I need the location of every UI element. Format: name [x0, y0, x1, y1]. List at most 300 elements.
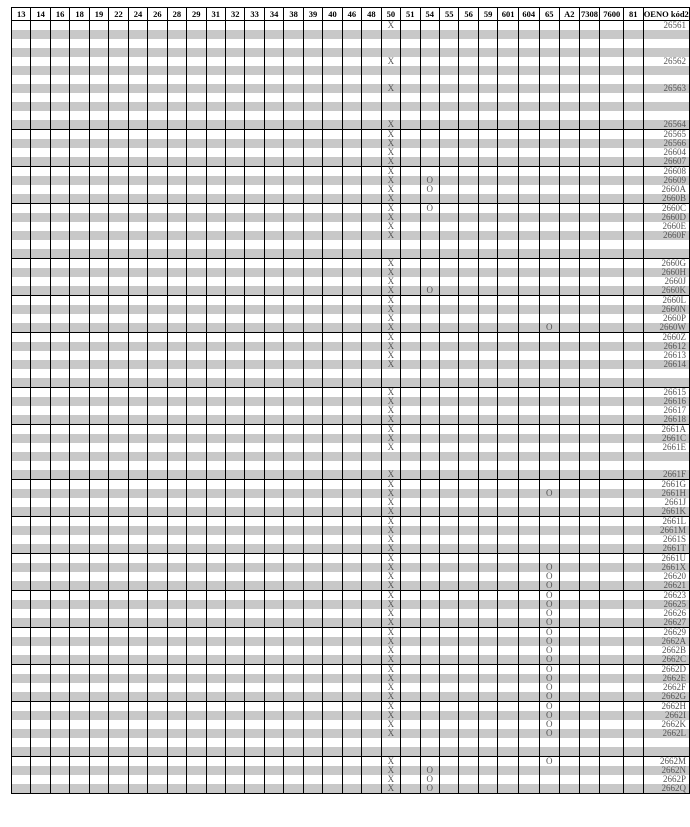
empty-cell [559, 120, 579, 130]
empty-cell [559, 498, 579, 507]
oeno-code-cell: 2661A [643, 425, 689, 435]
mark-cell: X [381, 517, 400, 527]
empty-cell [148, 618, 167, 628]
empty-cell [225, 775, 244, 784]
empty-cell [167, 333, 186, 343]
empty-cell [148, 185, 167, 194]
empty-cell [187, 544, 206, 554]
empty-cell [579, 342, 600, 351]
table-row [12, 84, 690, 93]
empty-cell [624, 194, 643, 204]
empty-cell [31, 461, 50, 470]
empty-cell [225, 249, 244, 259]
empty-cell [264, 470, 283, 480]
empty-cell [206, 470, 225, 480]
empty-cell [439, 286, 458, 296]
empty-cell [579, 470, 600, 480]
empty-cell [225, 507, 244, 517]
empty-cell [624, 75, 643, 84]
empty-cell [50, 323, 69, 333]
empty-cell [518, 674, 539, 683]
empty-cell [303, 240, 322, 249]
empty-cell [31, 729, 50, 738]
mark-cell: O [420, 784, 439, 794]
empty-cell [600, 75, 624, 84]
empty-cell [70, 314, 89, 323]
empty-cell [303, 378, 322, 388]
empty-cell [401, 443, 420, 452]
table-row [12, 665, 690, 675]
empty-cell [264, 277, 283, 286]
empty-cell [284, 286, 303, 296]
empty-cell [478, 286, 497, 296]
table-row [12, 167, 690, 177]
empty-cell [128, 167, 147, 177]
empty-cell [539, 157, 559, 167]
empty-cell [420, 194, 439, 204]
empty-cell [89, 93, 108, 102]
empty-cell [245, 66, 264, 75]
empty-cell [518, 692, 539, 702]
empty-cell [187, 443, 206, 452]
empty-cell [50, 397, 69, 406]
empty-cell [323, 738, 342, 747]
empty-cell [323, 39, 342, 48]
empty-cell [518, 702, 539, 712]
empty-cell [128, 784, 147, 794]
oeno-code-cell: 26609 [643, 176, 689, 185]
empty-cell [342, 48, 361, 57]
empty-cell [498, 342, 519, 351]
empty-cell [225, 526, 244, 535]
empty-cell [303, 526, 322, 535]
empty-cell [420, 480, 439, 490]
empty-cell [128, 111, 147, 120]
empty-cell [167, 637, 186, 646]
empty-cell [284, 333, 303, 343]
empty-cell [459, 628, 478, 638]
empty-cell [264, 434, 283, 443]
empty-cell [498, 139, 519, 148]
empty-cell [128, 535, 147, 544]
empty-cell [89, 360, 108, 369]
empty-cell [539, 747, 559, 757]
empty-cell [264, 388, 283, 398]
empty-cell [206, 231, 225, 240]
empty-cell [264, 544, 283, 554]
empty-cell [167, 498, 186, 507]
empty-cell [31, 600, 50, 609]
empty-cell [167, 360, 186, 369]
empty-cell [600, 702, 624, 712]
empty-cell [579, 277, 600, 286]
empty-cell [303, 388, 322, 398]
empty-cell [303, 507, 322, 517]
oeno-code-cell: 2662P [643, 775, 689, 784]
empty-cell [579, 757, 600, 767]
oeno-code-cell: 26562 [643, 57, 689, 66]
empty-cell [70, 277, 89, 286]
empty-cell [225, 296, 244, 306]
empty-cell [50, 461, 69, 470]
empty-cell [559, 204, 579, 214]
empty-cell [420, 572, 439, 581]
empty-cell [187, 93, 206, 102]
empty-cell [128, 507, 147, 517]
empty-cell [109, 21, 128, 31]
empty-cell [187, 259, 206, 269]
empty-cell [420, 30, 439, 39]
empty-cell [12, 231, 31, 240]
empty-cell [303, 461, 322, 470]
empty-cell [206, 489, 225, 498]
empty-cell [478, 775, 497, 784]
empty-cell [600, 692, 624, 702]
empty-cell [559, 470, 579, 480]
empty-cell [323, 240, 342, 249]
empty-cell [439, 66, 458, 75]
empty-cell [225, 75, 244, 84]
empty-cell [109, 323, 128, 333]
empty-cell [381, 249, 400, 259]
empty-cell [600, 517, 624, 527]
empty-cell [539, 102, 559, 111]
empty-cell [303, 397, 322, 406]
empty-cell [600, 581, 624, 591]
empty-cell [303, 784, 322, 794]
empty-cell [264, 185, 283, 194]
empty-cell [323, 185, 342, 194]
empty-cell [498, 213, 519, 222]
oeno-code-cell: 2661S [643, 535, 689, 544]
empty-cell [148, 75, 167, 84]
empty-cell [518, 333, 539, 343]
empty-cell [420, 738, 439, 747]
empty-cell [148, 342, 167, 351]
empty-cell [109, 333, 128, 343]
empty-cell [206, 702, 225, 712]
mark-cell: O [539, 618, 559, 628]
empty-cell [518, 757, 539, 767]
table-row [12, 683, 690, 692]
empty-cell [342, 498, 361, 507]
empty-cell [50, 249, 69, 259]
empty-cell [187, 572, 206, 581]
empty-cell [439, 314, 458, 323]
empty-cell [89, 277, 108, 286]
empty-cell [624, 397, 643, 406]
empty-cell [362, 775, 381, 784]
empty-cell [600, 333, 624, 343]
empty-cell [498, 406, 519, 415]
empty-cell [245, 351, 264, 360]
empty-cell [579, 111, 600, 120]
empty-cell [225, 711, 244, 720]
empty-cell [559, 646, 579, 655]
empty-cell [559, 48, 579, 57]
empty-cell [342, 39, 361, 48]
empty-cell [579, 406, 600, 415]
empty-cell [498, 333, 519, 343]
empty-cell [459, 351, 478, 360]
empty-cell [206, 66, 225, 75]
empty-cell [109, 683, 128, 692]
empty-cell [109, 369, 128, 378]
empty-cell [70, 66, 89, 75]
empty-cell [50, 30, 69, 39]
empty-cell [439, 378, 458, 388]
empty-cell [128, 57, 147, 66]
empty-cell [225, 563, 244, 572]
empty-cell [225, 333, 244, 343]
empty-cell [498, 683, 519, 692]
empty-cell [148, 711, 167, 720]
empty-cell [579, 655, 600, 665]
empty-cell [401, 139, 420, 148]
empty-cell [478, 747, 497, 757]
empty-cell [206, 526, 225, 535]
empty-cell [245, 185, 264, 194]
empty-cell [284, 443, 303, 452]
empty-cell [478, 378, 497, 388]
mark-cell: X [381, 581, 400, 591]
empty-cell [559, 747, 579, 757]
empty-cell [264, 729, 283, 738]
column-header: 56 [459, 8, 478, 21]
empty-cell [128, 498, 147, 507]
empty-cell [342, 102, 361, 111]
empty-cell [518, 443, 539, 452]
table-row [12, 249, 690, 259]
empty-cell [478, 757, 497, 767]
mark-cell: O [539, 600, 559, 609]
empty-cell [187, 674, 206, 683]
empty-cell [245, 720, 264, 729]
empty-cell [225, 738, 244, 747]
empty-cell [303, 600, 322, 609]
empty-cell [401, 757, 420, 767]
empty-cell [284, 784, 303, 794]
empty-cell [128, 470, 147, 480]
empty-cell [167, 231, 186, 240]
oeno-code-cell: 26614 [643, 360, 689, 369]
empty-cell [70, 775, 89, 784]
empty-cell [600, 609, 624, 618]
empty-cell [624, 563, 643, 572]
empty-cell [323, 637, 342, 646]
empty-cell [206, 120, 225, 130]
empty-cell [459, 286, 478, 296]
empty-cell [439, 544, 458, 554]
empty-cell [128, 268, 147, 277]
empty-cell [128, 360, 147, 369]
empty-cell [109, 526, 128, 535]
empty-cell [148, 425, 167, 435]
empty-cell [362, 111, 381, 120]
empty-cell [624, 784, 643, 794]
empty-cell [420, 66, 439, 75]
empty-cell [187, 452, 206, 461]
mark-cell: O [539, 572, 559, 581]
empty-cell [624, 286, 643, 296]
empty-cell [89, 333, 108, 343]
column-header: 16 [50, 8, 69, 21]
empty-cell [284, 314, 303, 323]
empty-cell [624, 692, 643, 702]
empty-cell [498, 39, 519, 48]
empty-cell [579, 30, 600, 39]
column-header: 32 [225, 8, 244, 21]
oeno-code-cell [643, 111, 689, 120]
empty-cell [70, 738, 89, 747]
empty-cell [284, 507, 303, 517]
column-header: 7308 [580, 9, 598, 19]
empty-cell [109, 111, 128, 120]
empty-cell [401, 563, 420, 572]
empty-cell [498, 554, 519, 564]
empty-cell [559, 268, 579, 277]
empty-cell [225, 167, 244, 177]
empty-cell [50, 148, 69, 157]
empty-cell [225, 637, 244, 646]
empty-cell [89, 415, 108, 425]
empty-cell [225, 351, 244, 360]
oeno-code-cell [643, 452, 689, 461]
empty-cell [31, 480, 50, 490]
mark-cell: X [381, 406, 400, 415]
empty-cell [579, 434, 600, 443]
empty-cell [12, 655, 31, 665]
empty-cell [31, 48, 50, 57]
empty-cell [12, 360, 31, 369]
empty-cell [167, 434, 186, 443]
table-row [12, 240, 690, 249]
empty-cell [600, 443, 624, 452]
empty-cell [559, 425, 579, 435]
empty-cell [498, 766, 519, 775]
empty-cell [420, 757, 439, 767]
column-header: 39 [303, 8, 322, 21]
empty-cell [128, 194, 147, 204]
mark-cell: X [381, 470, 400, 480]
empty-cell [478, 600, 497, 609]
empty-cell [31, 757, 50, 767]
empty-cell [624, 111, 643, 120]
empty-cell [284, 461, 303, 470]
empty-cell [323, 618, 342, 628]
empty-cell [362, 720, 381, 729]
empty-cell [12, 461, 31, 470]
empty-cell [245, 674, 264, 683]
mark-cell: O [539, 674, 559, 683]
empty-cell [206, 628, 225, 638]
empty-cell [401, 120, 420, 130]
empty-cell [342, 277, 361, 286]
empty-cell [498, 729, 519, 738]
oeno-code-cell [643, 30, 689, 39]
empty-cell [187, 148, 206, 157]
empty-cell [284, 93, 303, 102]
empty-cell [323, 48, 342, 57]
empty-cell [167, 57, 186, 66]
empty-cell [225, 388, 244, 398]
empty-cell [12, 489, 31, 498]
empty-cell [362, 443, 381, 452]
empty-cell [559, 720, 579, 729]
empty-cell [342, 655, 361, 665]
empty-cell [109, 452, 128, 461]
empty-cell [206, 738, 225, 747]
empty-cell [439, 784, 458, 794]
mark-cell: O [539, 489, 559, 498]
empty-cell [89, 268, 108, 277]
empty-cell [579, 249, 600, 259]
empty-cell [323, 277, 342, 286]
empty-cell [518, 784, 539, 794]
empty-cell [187, 415, 206, 425]
empty-cell [342, 738, 361, 747]
empty-cell [323, 766, 342, 775]
empty-cell [579, 185, 600, 194]
empty-cell [518, 176, 539, 185]
empty-cell [109, 305, 128, 314]
empty-cell [128, 185, 147, 194]
empty-cell [167, 286, 186, 296]
empty-cell [109, 130, 128, 140]
empty-cell [478, 544, 497, 554]
empty-cell [600, 39, 624, 48]
empty-cell [624, 452, 643, 461]
empty-cell [459, 609, 478, 618]
empty-cell [70, 167, 89, 177]
empty-cell [206, 351, 225, 360]
empty-cell [362, 57, 381, 66]
empty-cell [187, 268, 206, 277]
empty-cell [579, 194, 600, 204]
empty-cell [342, 222, 361, 231]
empty-cell [264, 415, 283, 425]
empty-cell [303, 157, 322, 167]
empty-cell [362, 415, 381, 425]
empty-cell [148, 231, 167, 240]
empty-cell [518, 378, 539, 388]
empty-cell [439, 148, 458, 157]
empty-cell [245, 526, 264, 535]
empty-cell [401, 498, 420, 507]
empty-cell [478, 674, 497, 683]
empty-cell [401, 369, 420, 378]
empty-cell [303, 581, 322, 591]
empty-cell [89, 139, 108, 148]
empty-cell [459, 397, 478, 406]
empty-cell [303, 342, 322, 351]
empty-cell [420, 692, 439, 702]
oeno-code-cell: 2662E [643, 674, 689, 683]
empty-cell [109, 360, 128, 369]
empty-cell [439, 93, 458, 102]
empty-cell [50, 111, 69, 120]
empty-cell [89, 286, 108, 296]
empty-cell [420, 600, 439, 609]
empty-cell [31, 342, 50, 351]
empty-cell [50, 57, 69, 66]
empty-cell [264, 674, 283, 683]
empty-cell [187, 351, 206, 360]
empty-cell [187, 139, 206, 148]
empty-cell [12, 204, 31, 214]
oeno-code-cell: 2660K [643, 286, 689, 296]
empty-cell [70, 30, 89, 39]
